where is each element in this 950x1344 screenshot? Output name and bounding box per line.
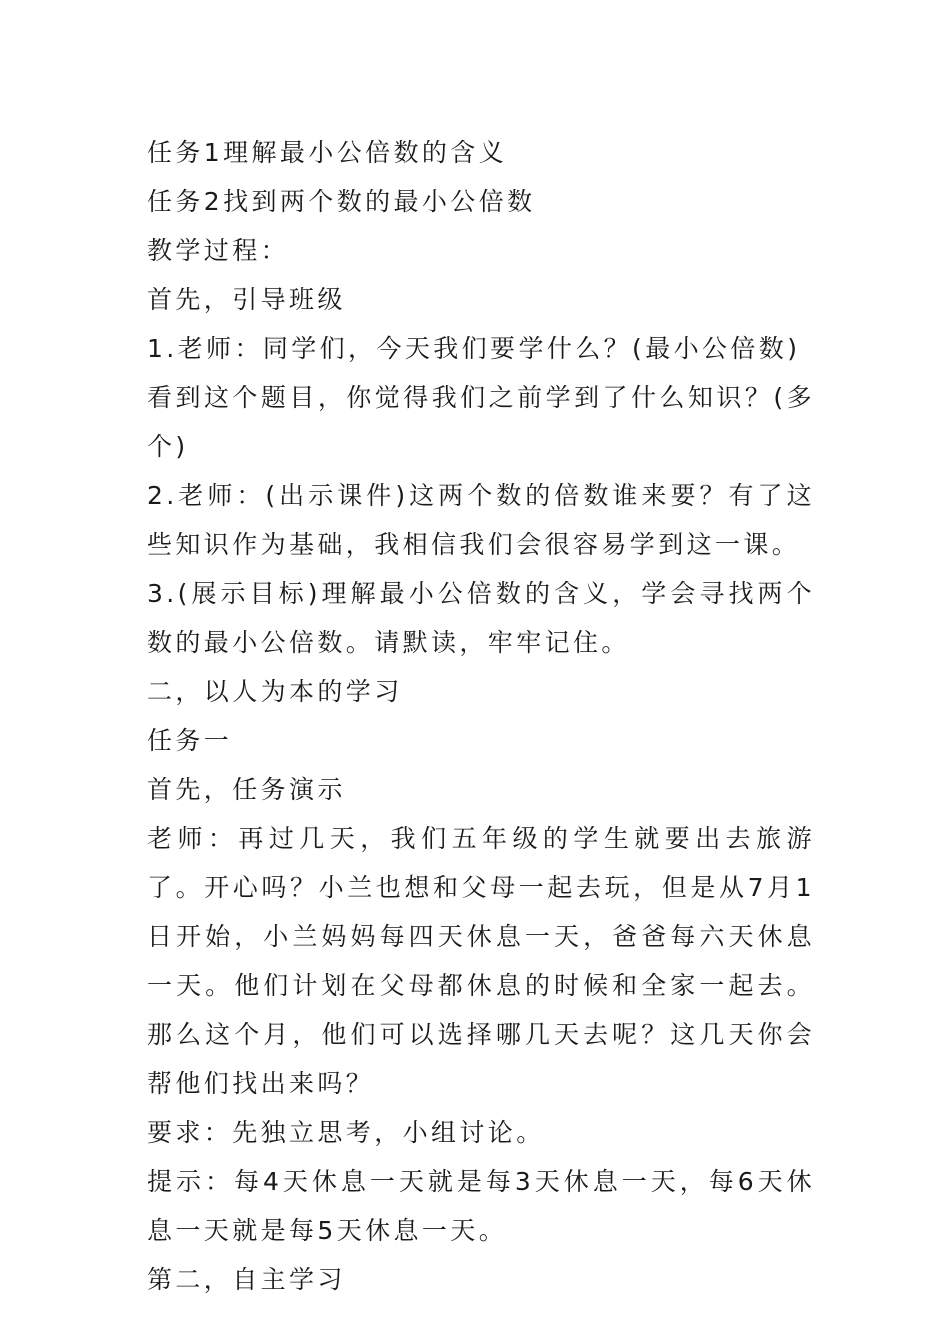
prior-knowledge-paragraph: 看到这个题目，你觉得我们之前学到了什么知识？(多个) bbox=[147, 383, 815, 461]
step-3-paragraph: 3.(展示目标)理解最小公倍数的含义，学会寻找两个数的最小公倍数。请默读，牢牢记住。 bbox=[147, 579, 815, 657]
self-study-heading: 第二，自主学习 bbox=[147, 1265, 346, 1294]
requirement-paragraph: 要求：先独立思考，小组讨论。 bbox=[147, 1118, 545, 1147]
step-2-paragraph: 2.老师：(出示课件)这两个数的倍数谁来要？有了这些知识作为基础，我相信我们会很容易学到这一课。 bbox=[147, 481, 815, 559]
guide-class-heading: 首先，引导班级 bbox=[147, 285, 346, 314]
section-2-heading: 二，以人为本的学习 bbox=[147, 677, 403, 706]
teaching-process-heading: 教学过程： bbox=[147, 236, 290, 265]
hint-paragraph: 提示：每4天休息一天就是每3天休息一天，每6天休息一天就是每5天休息一天。 bbox=[147, 1167, 815, 1245]
step-1-paragraph: 1.老师：同学们，今天我们要学什么？(最小公倍数) bbox=[147, 334, 801, 363]
task-one-heading: 任务一 bbox=[147, 726, 233, 755]
task-1-line: 任务1理解最小公倍数的含义 bbox=[147, 138, 508, 167]
task-demo-heading: 首先，任务演示 bbox=[147, 775, 346, 804]
teacher-story-paragraph: 老师：再过几天，我们五年级的学生就要出去旅游了。开心吗？小兰也想和父母一起去玩，但是从7月1日开始，小兰妈妈每四天休息一天，爸爸每六天休息一天。他们计划在父母都休息的时候和全家一起去。那么这个月，他们可以选择哪几天去呢？这几天你会帮他们找出来吗？ bbox=[147, 824, 815, 1098]
document-body bbox=[147, 128, 815, 1304]
task-2-line: 任务2找到两个数的最小公倍数 bbox=[147, 187, 536, 216]
